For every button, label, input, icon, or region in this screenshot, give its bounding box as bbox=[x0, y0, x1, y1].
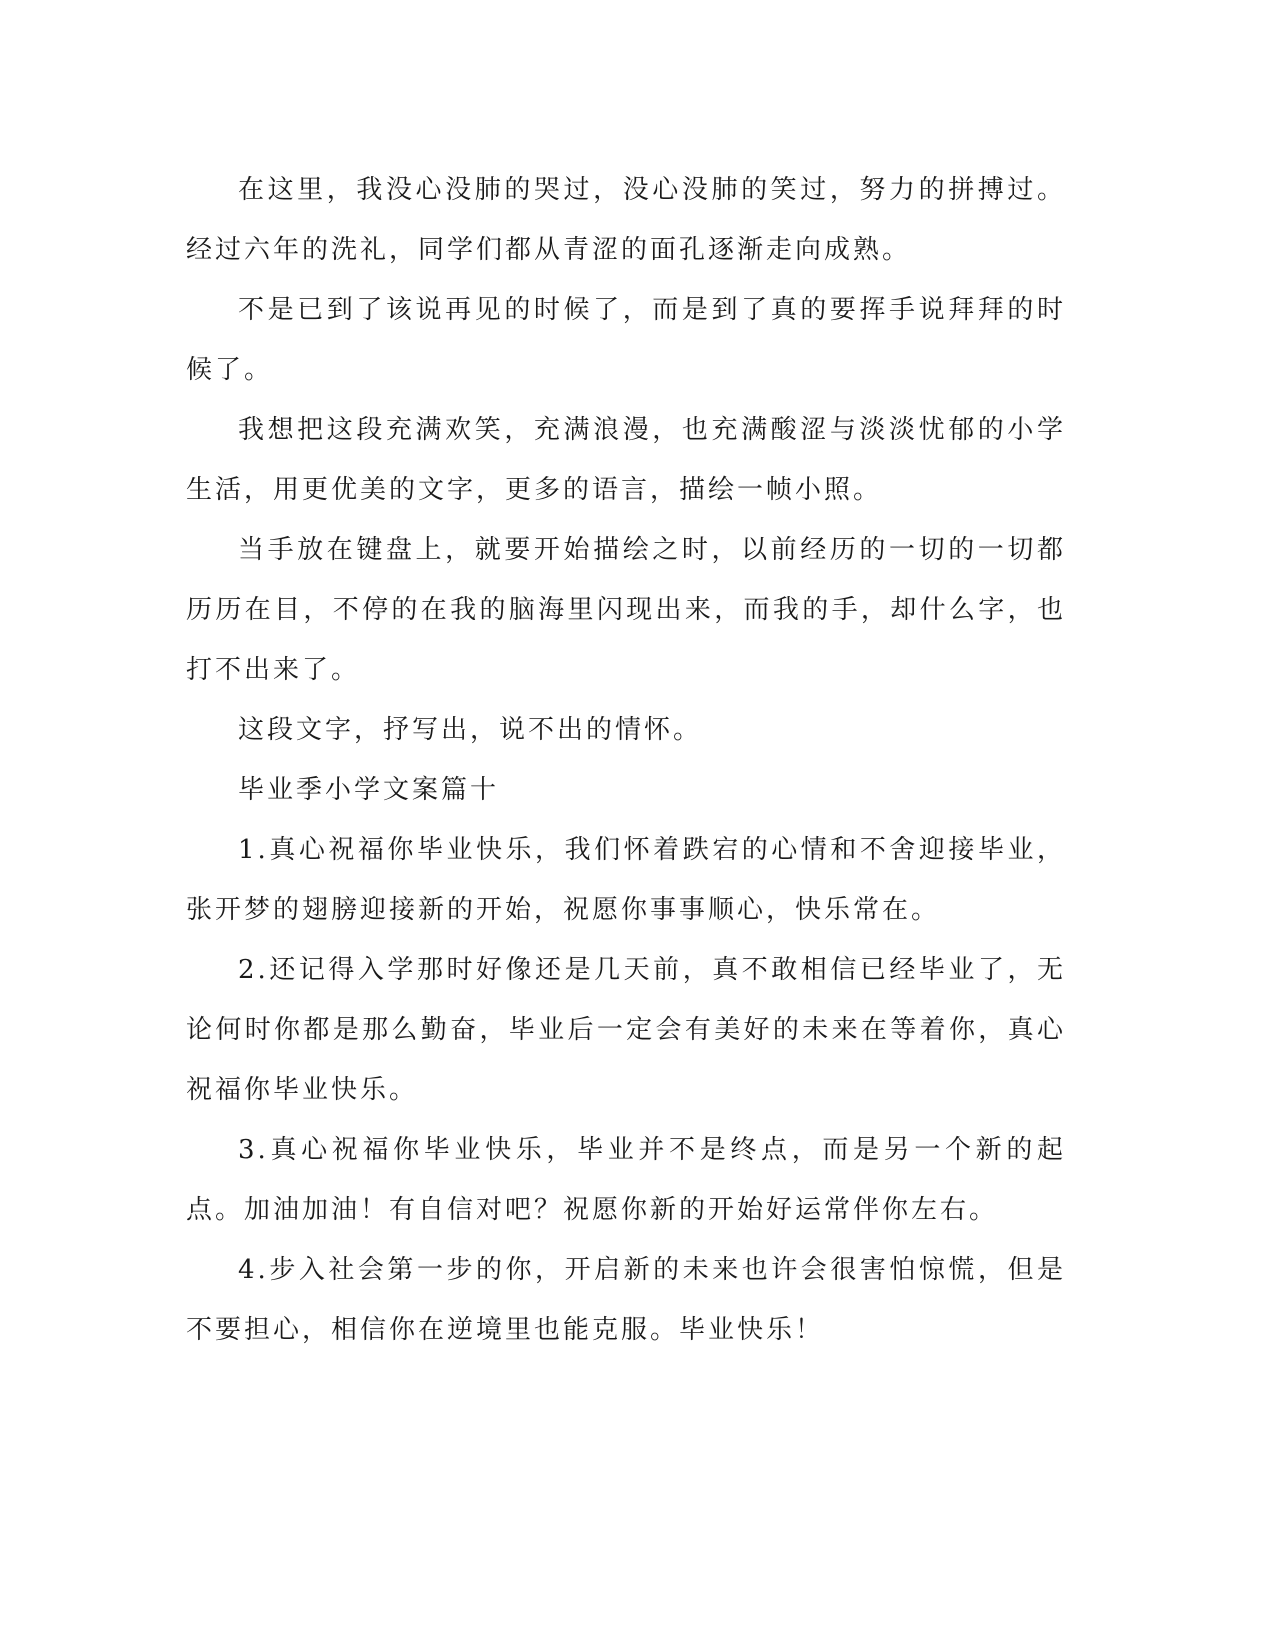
document-body bbox=[186, 160, 1066, 1360]
list-item-2: 2.还记得入学那时好像还是几天前，真不敢相信已经毕业了，无论何时你都是那么勤奋，毕业后一定会有美好的未来在等着你，真心祝福你毕业快乐。 bbox=[186, 955, 1066, 1105]
paragraph-3: 我想把这段充满欢笑，充满浪漫，也充满酸涩与淡淡忧郁的小学生活，用更优美的文字，更多的语言，描绘一帧小照。 bbox=[186, 415, 1066, 505]
list-item-1: 1.真心祝福你毕业快乐，我们怀着跌宕的心情和不舍迎接毕业，张开梦的翅膀迎接新的开始，祝愿你事事顺心，快乐常在。 bbox=[186, 835, 1066, 925]
paragraph-2: 不是已到了该说再见的时候了，而是到了真的要挥手说拜拜的时候了。 bbox=[186, 295, 1066, 385]
paragraph-4: 当手放在键盘上，就要开始描绘之时，以前经历的一切的一切都历历在目，不停的在我的脑海里闪现出来，而我的手，却什么字，也打不出来了。 bbox=[186, 535, 1066, 685]
list-item-4: 4.步入社会第一步的你，开启新的未来也许会很害怕惊慌，但是不要担心，相信你在逆境里也能克服。毕业快乐！ bbox=[186, 1255, 1066, 1345]
section-heading: 毕业季小学文案篇十 bbox=[238, 775, 500, 805]
paragraph-5: 这段文字，抒写出，说不出的情怀。 bbox=[238, 715, 703, 745]
paragraph-1: 在这里，我没心没肺的哭过，没心没肺的笑过，努力的拼搏过。经过六年的洗礼，同学们都从青涩的面孔逐渐走向成熟。 bbox=[186, 175, 1066, 265]
list-item-3: 3.真心祝福你毕业快乐，毕业并不是终点，而是另一个新的起点。加油加油！有自信对吧？祝愿你新的开始好运常伴你左右。 bbox=[186, 1135, 1066, 1225]
